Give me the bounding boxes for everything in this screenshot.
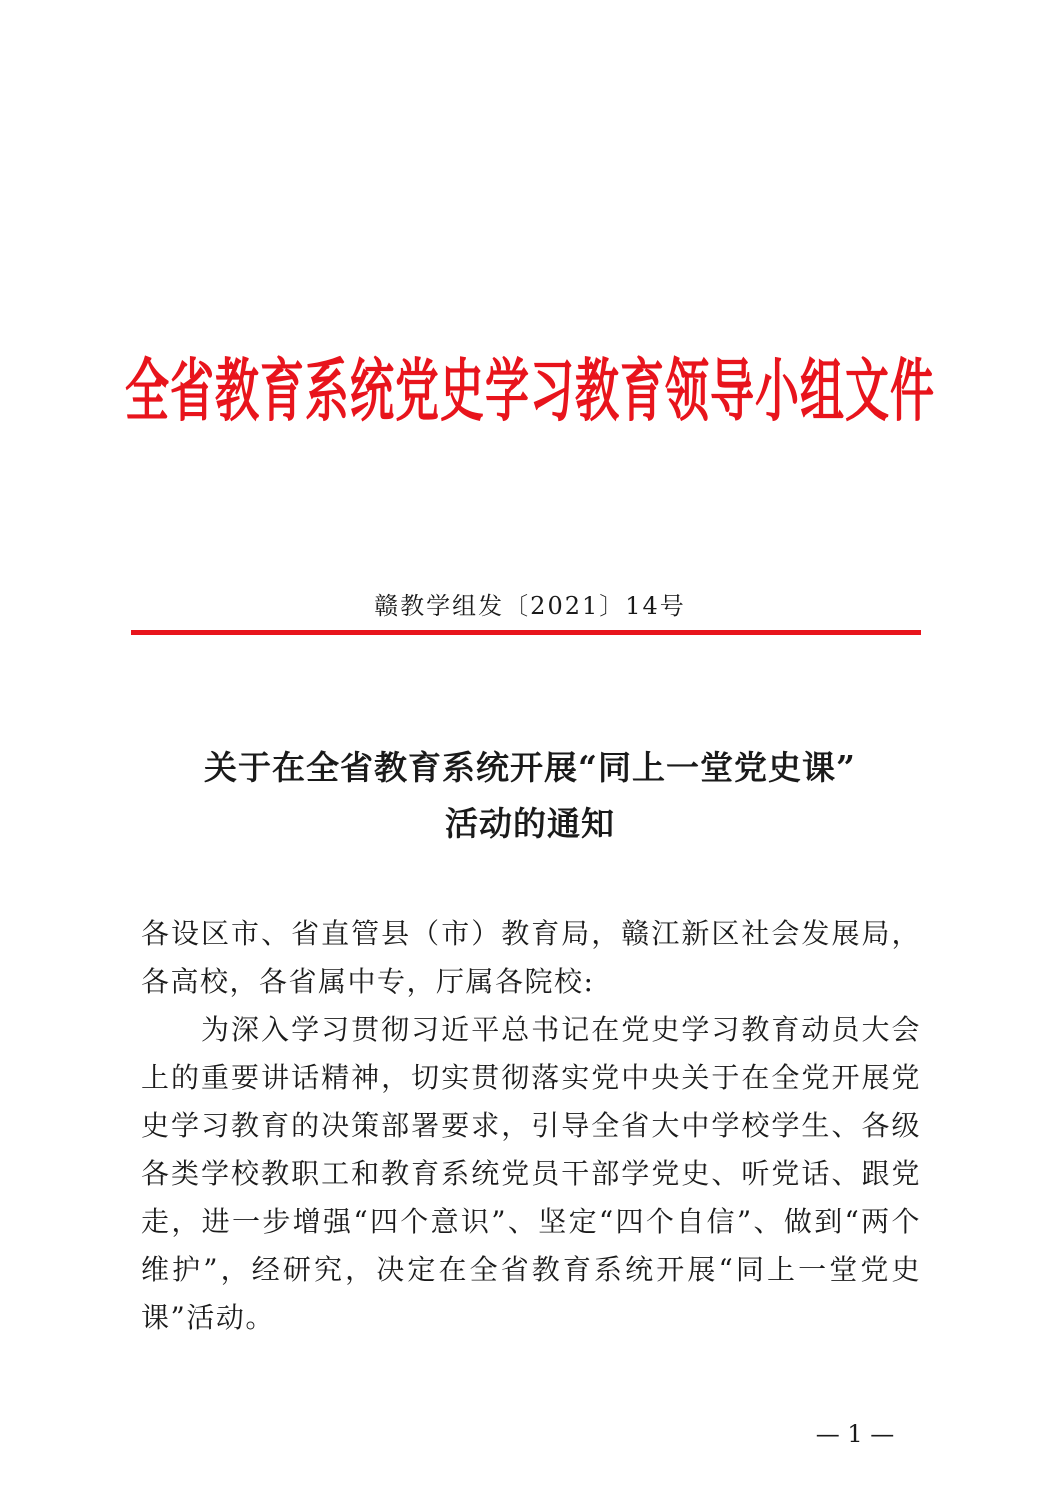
document-number: 赣教学组发〔2021〕14号 <box>374 592 686 620</box>
notice-title-line1: 关于在全省教育系统开展“同上一堂党史课” <box>204 748 856 787</box>
page-number: — 1 — <box>815 1420 895 1448</box>
notice-title-line2: 活动的通知 <box>445 804 615 843</box>
notice-body <box>141 910 921 1342</box>
masthead-title: 全省教育系统党史学习教育领导小组文件 <box>125 352 935 432</box>
body-paragraph: 为深入学习贯彻习近平总书记在党史学习教育动员大会上的重要讲话精神，切实贯彻落实党中央关于在全党开展党史学习教育的决策部署要求，引导全省大中学校学生、各级各类学校教职工和教育系统党员干部学党史、听党话、跟党走，进一步增强“四个意识”、坚定“四个自信”、做到“两个维护”，经研究，决定在全省教育系统开展“同上一堂党史课”活动。 <box>141 1013 921 1334</box>
notice-title <box>100 740 960 852</box>
recipients-paragraph: 各设区市、省直管县（市）教育局，赣江新区社会发展局，各高校，各省属中专，厅属各院校: <box>141 917 921 998</box>
red-divider-line <box>131 630 921 635</box>
